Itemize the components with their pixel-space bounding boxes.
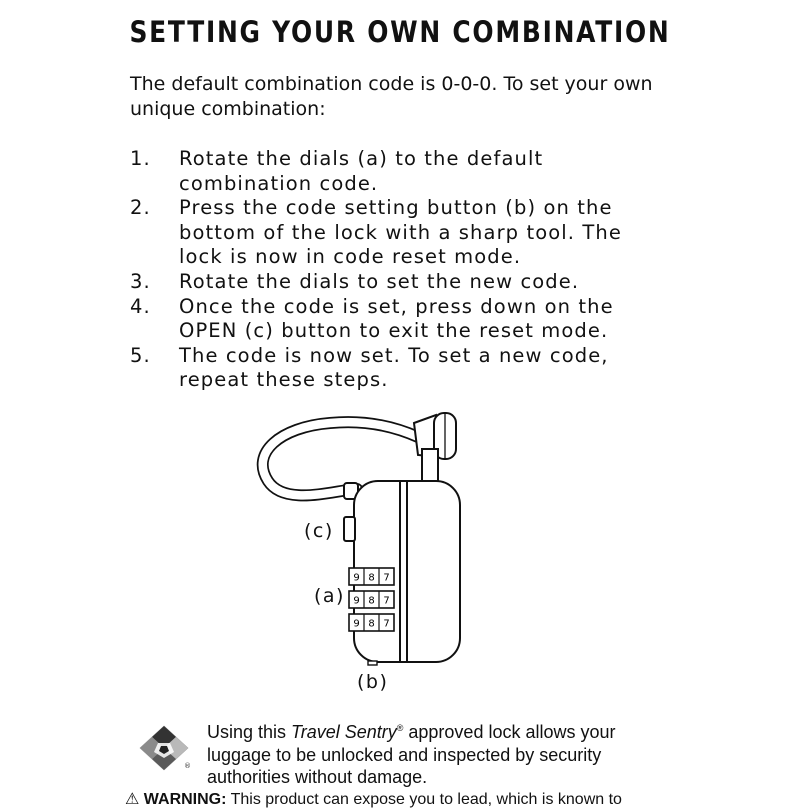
- lock-diagram: [240, 405, 480, 700]
- step-text-line: bottom of the lock with a sharp tool. The: [179, 220, 622, 244]
- notice-text: Using this: [207, 722, 292, 742]
- warning-text: This product can expose you to lead, which is known to: [226, 791, 622, 808]
- warning-triangle-icon: ⚠: [125, 791, 140, 808]
- intro-paragraph: The default combination code is 0-0-0. To set your own unique combination:: [130, 73, 653, 120]
- step-text-line: Rotate the dials (a) to the default: [179, 147, 544, 170]
- dial-digit: 9: [353, 572, 360, 584]
- step-text-line: The code is now set. To set a new code,: [179, 343, 609, 367]
- dial-digit: 7: [383, 572, 390, 584]
- step-item: [130, 147, 690, 196]
- dial-row: [349, 568, 394, 585]
- step-text-line: repeat these steps.: [179, 368, 389, 392]
- step-text-line: Once the code is set, press down on the: [179, 294, 614, 318]
- step-item: [130, 196, 690, 270]
- travel-sentry-notice: [207, 717, 677, 789]
- step-number: 2.: [130, 196, 151, 220]
- notice-brand: Travel Sentry: [291, 722, 397, 742]
- travel-sentry-diamond-icon: [140, 726, 188, 770]
- dial-digit: 8: [368, 618, 375, 630]
- step-text-line: lock is now in code reset mode.: [179, 245, 522, 269]
- dial-digit: 7: [383, 618, 390, 630]
- step-text-line: Press the code setting button (b) on the: [179, 196, 613, 220]
- step-number: 5.: [130, 343, 151, 367]
- step-text-line: OPEN (c) button to exit the reset mode.: [179, 319, 609, 343]
- travel-sentry-logo: [134, 723, 198, 773]
- dial-row: [349, 591, 394, 608]
- step-item: [130, 295, 690, 344]
- dial-digit: 9: [353, 595, 360, 607]
- notice-text: approved lock allows your luggage to be unlocked and inspected by security authorities without damage.: [207, 722, 616, 787]
- step-text-line: Rotate the dials to set the new code.: [179, 269, 580, 293]
- shackle-post: [422, 449, 438, 485]
- step-number: 3.: [130, 269, 151, 293]
- step-item: [130, 344, 690, 393]
- page-title: SETTING YOUR OWN COMBINATION: [129, 15, 671, 49]
- label-b: (b): [357, 671, 389, 693]
- open-button: [344, 517, 355, 541]
- notice-reg-mark: ®: [396, 723, 404, 733]
- step-item: [130, 270, 690, 295]
- dial-row: [349, 614, 394, 631]
- steps-list: [130, 147, 690, 393]
- dial-digit: 9: [353, 618, 360, 630]
- code-setting-button: [368, 661, 377, 665]
- logo-reg-mark: ®: [184, 762, 191, 770]
- step-number: 1.: [130, 147, 151, 170]
- dial-digit: 8: [368, 572, 375, 584]
- warning-line: [125, 790, 725, 810]
- warning-label: WARNING:: [143, 791, 227, 808]
- step-text-line: combination code.: [179, 171, 379, 195]
- label-c: (c): [304, 520, 334, 542]
- dial-digit: 8: [368, 595, 375, 607]
- dial-digit: 7: [383, 595, 390, 607]
- step-number: 4.: [130, 294, 151, 318]
- label-a: (a): [314, 585, 345, 607]
